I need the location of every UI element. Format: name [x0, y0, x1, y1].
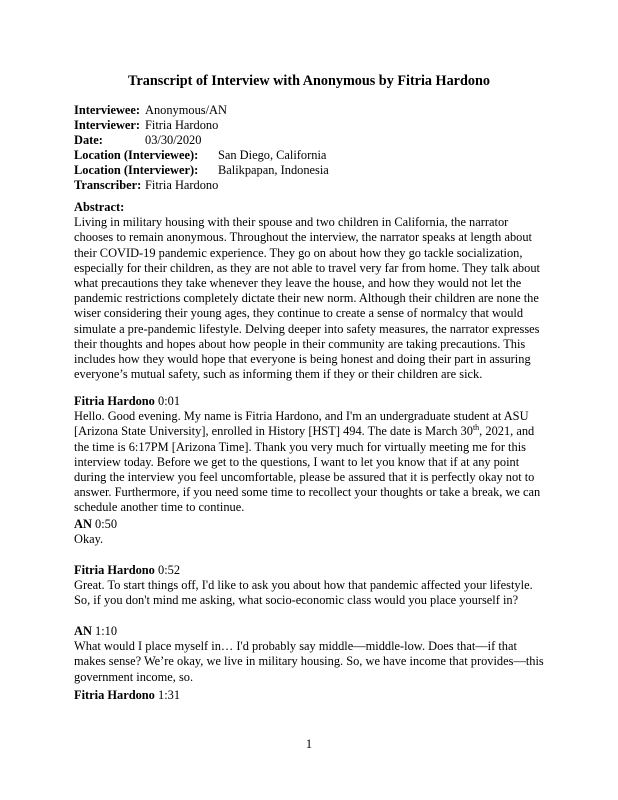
page-number: 1	[305, 737, 313, 751]
speaker-name: Fitria Hardono	[74, 688, 155, 702]
turn-header	[74, 688, 550, 703]
transcript-turn	[74, 394, 550, 516]
transcript-turn	[74, 624, 550, 685]
meta-location-interviewee	[74, 148, 327, 163]
abstract-label: Abstract:	[74, 200, 125, 214]
turn-text-part: , 2021, and the time is 6:17PM [Arizona Time]. Thank you very much for virtually meeting me for this interview today. Before we get to the questions, I want to let you know that if at any point during the interview you feel uncomfortable, please be assured that it is perfectly okay not to answer. Furthermore, if you need some time to recollect your thoughts or take a break, we can schedule another time to continue.	[74, 424, 541, 515]
meta-label: Date:	[74, 133, 103, 148]
metadata-block	[74, 103, 329, 194]
timestamp: 1:31	[158, 688, 181, 702]
timestamp: 1:10	[95, 624, 118, 638]
meta-value: Fitria Hardono	[145, 118, 219, 133]
abstract-text: Living in military housing with their spouse and two children in California, the narrator chooses to remain anonymous. Throughout the interview, the narrator speaks at length about their COVID-19 pandemic experience. They go on about how they go tackle socialization, especially for their children, as they are not able to travel very far from home. They talk about what precautions they take whenever they leave the house, and how they would not let the pandemic restrictions completely dictate their new norm. Although their children are none the wiser considering their young ages, they continue to create a sense of normalcy that would simulate a pre-pandemic lifestyle. Delving deeper into safety measures, the narrator expresses their thoughts and hopes about how people in their community are taking precautions. This includes how they would hope that everyone is being honest and doing their part in assuring everyone’s mutual safety, such as informing them if they or their children are sick.	[74, 215, 540, 382]
turn-text-part: Hello. Good evening. My name is Fitria Hardono, and I'm an undergraduate student at ASU [Arizona State University], enrolled in History [HST] 494. The date is March 30	[74, 409, 529, 439]
speaker-name: AN	[74, 624, 92, 638]
meta-value: San Diego, California	[218, 148, 327, 163]
turn-header	[74, 624, 550, 639]
timestamp: 0:52	[158, 563, 181, 577]
abstract-section	[74, 200, 550, 382]
meta-value: Balikpapan, Indonesia	[218, 163, 329, 178]
meta-value: Anonymous/AN	[145, 103, 227, 117]
turn-header	[74, 517, 550, 532]
meta-label: Transcriber:	[74, 178, 142, 193]
meta-date	[74, 133, 202, 148]
meta-value: Fitria Hardono	[145, 178, 219, 193]
turn-text: Okay.	[74, 532, 104, 547]
meta-label: Location (Interviewee):	[74, 148, 199, 163]
timestamp: 0:01	[158, 394, 181, 408]
meta-location-interviewer	[74, 163, 329, 178]
meta-label: Location (Interviewer):	[74, 163, 199, 178]
speaker-name: AN	[74, 517, 92, 531]
transcript-turn	[74, 563, 550, 609]
turn-text	[74, 409, 550, 515]
transcript-turn	[74, 688, 550, 703]
speaker-name: Fitria Hardono	[74, 563, 155, 577]
meta-interviewee	[74, 103, 227, 118]
meta-label: Interviewee:	[74, 103, 141, 117]
transcript-turn	[74, 517, 550, 547]
turn-text: Great. To start things off, I'd like to ask you about how that pandemic affected your lifestyle. So, if you don't mind me asking, what socio-economic class would you place yourself in?	[74, 578, 533, 608]
turn-header	[74, 563, 550, 578]
timestamp: 0:50	[95, 517, 118, 531]
speaker-name: Fitria Hardono	[74, 394, 155, 408]
turn-text: What would I place myself in… I'd probably say middle—middle-low. Does that—if that makes sense? We’re okay, we live in military housing. So, we have income that provides—this government income, so.	[74, 639, 544, 684]
document-title: Transcript of Interview with Anonymous by Fitria Hardono	[128, 73, 490, 89]
meta-transcriber	[74, 178, 219, 193]
meta-value: 03/30/2020	[145, 133, 202, 148]
meta-interviewer	[74, 118, 219, 133]
ordinal-suffix: th	[472, 423, 480, 433]
meta-label: Interviewer:	[74, 118, 141, 133]
turn-header	[74, 394, 550, 409]
